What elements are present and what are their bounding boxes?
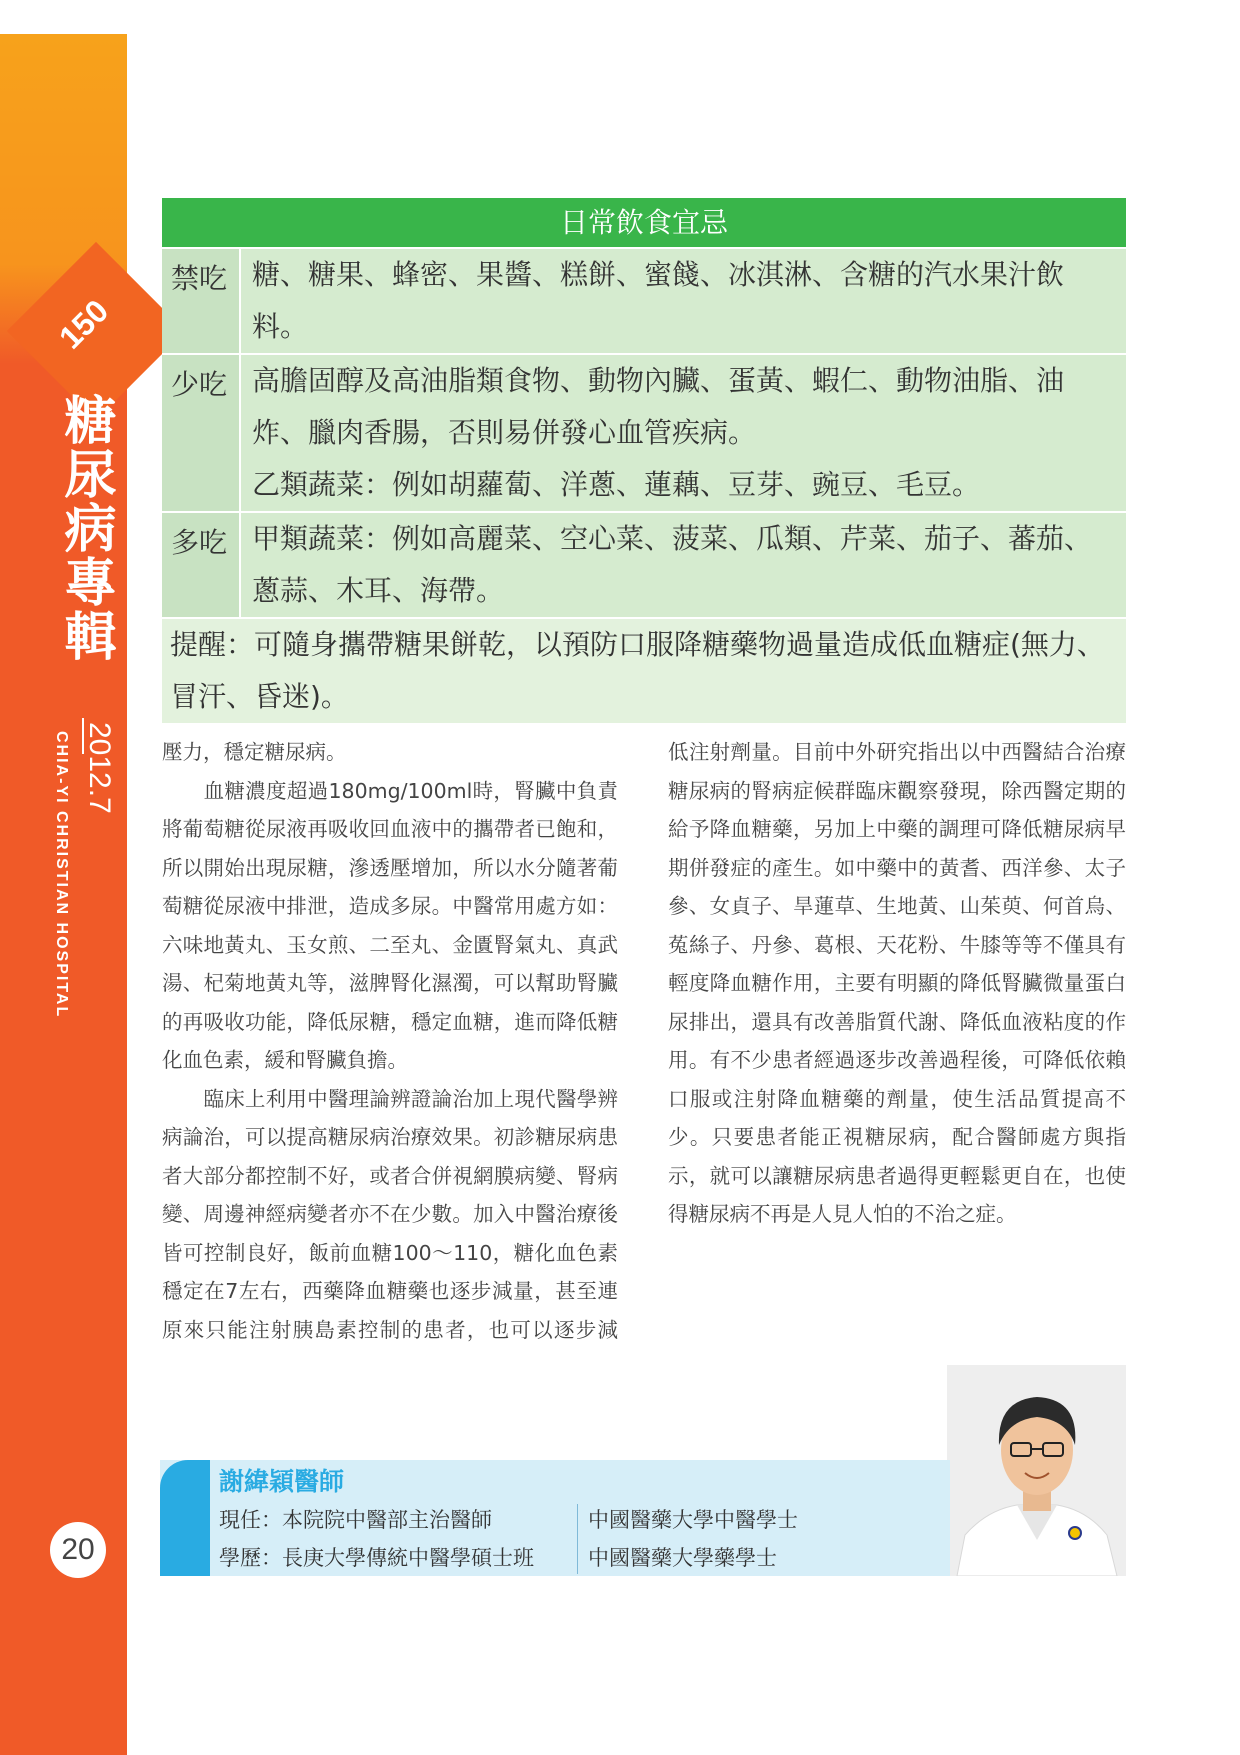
article-column-left [162,733,618,1349]
diet-table [162,198,1126,723]
hospital-name: CHIA-YI CHRISTIAN HOSPITAL [53,731,70,1019]
diet-content [241,513,1126,617]
article-column-right [668,733,1126,1234]
paragraph: 壓力，穩定糖尿病。 [162,740,347,764]
author-degree-2: 中國醫藥大學藥學士 [588,1546,777,1570]
author-name: 謝緯穎醫師 [219,1467,345,1496]
issue-date: 2012.7 [83,722,116,814]
author-box [160,1460,950,1576]
diet-label: 禁吃 [162,249,241,353]
diet-table-header: 日常飲食宜忌 [162,198,1126,249]
diet-line: 高膽固醇及高油脂類食物、動物內臟、蛋黃、蝦仁、動物油脂、油炸、臘肉香腸，否則易併發心血管疾病。 [252,364,1065,449]
doctor-portrait-icon [947,1365,1126,1576]
paragraph: 低注射劑量。目前中外研究指出以中西醫結合治療糖尿病的腎病症候群臨床觀察發現，除西醫定期的給予降血糖藥，另加上中藥的調理可降低糖尿病早期併發症的產生。如中藥中的黃耆、西洋參、太子參、女貞子、旱蓮草、生地黃、山茱萸、何首烏、菟絲子、丹參、葛根、天花粉、牛膝等等不僅具有輕度降血糖作用，主要有明顯的降低腎臟微量蛋白尿排出，還具有改善脂質代謝、降低血液粘度的作用。有不少患者經過逐步改善過程後，可降低依賴口服或注射降血糖藥的劑量，使生活品質提高不少。只要患者能正視糖尿病，配合醫師處方與指示，就可以讓糖尿病患者過得更輕鬆更自在，也使得糖尿病不再是人見人怕的不治之症。 [668,740,1126,1226]
diet-row-more [162,513,1126,619]
paragraph: 血糖濃度超過180mg/100ml時，腎臟中負責將葡萄糖從尿液再吸收回血液中的攜帶者已飽和，所以開始出現尿糖，滲透壓增加，所以水分隨著葡萄糖從尿液中排泄，造成多尿。中醫常用處方如：六味地黃丸、玉女煎、二至丸、金匱腎氣丸、真武湯、杞菊地黃丸等，滋脾腎化濕濁，可以幫助腎臟的再吸收功能，降低尿糖，穩定血糖，進而降低糖化血色素，緩和腎臟負擔。 [162,778,618,1072]
diet-line: 乙類蔬菜：例如胡蘿蔔、洋蔥、蓮藕、豆芽、豌豆、毛豆。 [252,468,981,501]
series-title: 糖尿病專輯 [55,393,115,663]
doctor-photo [947,1365,1126,1576]
diet-line: 糖、糖果、蜂密、果醬、糕餅、蜜餞、冰淇淋、含糖的汽水果汁飲料。 [252,258,1065,343]
author-education: 學歷：長庚大學傳統中醫學碩士班 [219,1546,534,1570]
page-number: 20 [50,1522,106,1578]
diet-content [241,249,1126,353]
diet-content [241,355,1126,511]
issue-number: 150 [52,292,116,356]
author-current-position: 現任：本院院中醫部主治醫師 [219,1508,492,1532]
diet-line: 甲類蔬菜：例如高麗菜、空心菜、菠菜、瓜類、芹菜、茄子、蕃茄、蔥蒜、木耳、海帶。 [252,522,1093,607]
paragraph: 臨床上利用中醫理論辨證論治加上現代醫學辨病論治，可以提高糖尿病治療效果。初診糖尿病患者大部分都控制不好，或者合併視網膜病變、腎病變、周邊神經病變者亦不在少數。加入中醫治療後皆可控制良好，飯前血糖100～110，糖化血色素穩定在7左右，西藥降血糖藥也逐步減量，甚至連原來只能注射胰島素控制的患者，也可以逐步減 [162,1086,618,1342]
diet-reminder: 提醒：可隨身攜帶糖果餅乾，以預防口服降糖藥物過量造成低血糖症(無力、冒汗、昏迷)。 [162,619,1126,723]
diet-label: 少吃 [162,355,241,511]
diet-label: 多吃 [162,513,241,617]
diet-row-less [162,355,1126,513]
diet-row-forbidden [162,249,1126,355]
author-divider [577,1504,578,1574]
author-degree-1: 中國醫藥大學中醫學士 [588,1508,798,1532]
